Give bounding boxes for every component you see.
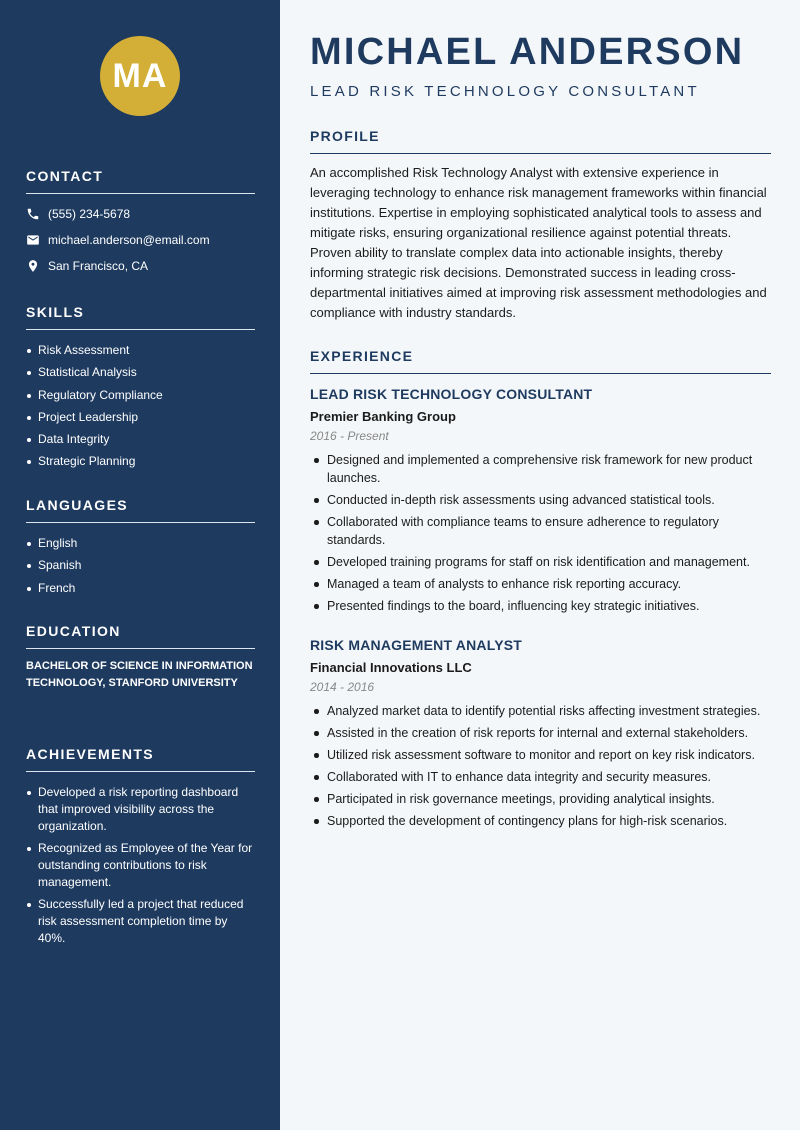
job-bullet: Collaborated with IT to enhance data integrity and security measures. bbox=[310, 768, 771, 786]
experience-heading: EXPERIENCE bbox=[310, 348, 771, 374]
achievements-list bbox=[26, 784, 255, 947]
profile-text: An accomplished Risk Technology Analyst with extensive experience in leveraging technology to enhance risk management frameworks within financial institutions. Expertise in employing sophisticated analytical tools to assess and mitigate risks, ensuring organizational resilience against potential threats. Proven ability to translate complex data into actionable insights, thereby informing strategic risk decisions. Demonstrated success in leading cross-departmental initiatives aimed at improving risk assessment methodologies and compliance with industry standards. bbox=[310, 165, 767, 320]
job-bullet: Supported the development of contingency plans for high-risk scenarios. bbox=[310, 812, 771, 830]
job-title: LEAD RISK TECHNOLOGY CONSULTANT bbox=[310, 386, 593, 402]
achievement-item: Recognized as Employee of the Year for outstanding contributions to risk management. bbox=[26, 840, 255, 891]
job-bullet: Developed training programs for staff on risk identification and management. bbox=[310, 553, 771, 571]
education-heading: EDUCATION bbox=[26, 623, 255, 649]
job-bullet: Collaborated with compliance teams to ensure adherence to regulatory standards. bbox=[310, 513, 771, 549]
job-bullets bbox=[310, 702, 771, 830]
job-bullet: Presented findings to the board, influencing key strategic initiatives. bbox=[310, 597, 771, 615]
languages-list bbox=[26, 535, 255, 597]
achievement-item: Successfully led a project that reduced risk assessment completion time by 40%. bbox=[26, 896, 255, 947]
contact-location-text: San Francisco, CA bbox=[48, 259, 149, 273]
job-bullet: Utilized risk assessment software to monitor and report on key risk indicators. bbox=[310, 746, 771, 764]
languages-heading: LANGUAGES bbox=[26, 497, 255, 523]
job-bullet: Participated in risk governance meetings, providing analytical insights. bbox=[310, 790, 771, 808]
job-bullet: Assisted in the creation of risk reports for internal and external stakeholders. bbox=[310, 724, 771, 742]
contact-list bbox=[26, 206, 255, 274]
education-degree: BACHELOR OF SCIENCE IN INFORMATION TECHNOLOGY, STANFORD UNIVERSITY bbox=[26, 660, 253, 689]
skills-list bbox=[26, 342, 255, 470]
skills-section bbox=[26, 304, 255, 476]
job-bullet: Analyzed market data to identify potential risks affecting investment strategies. bbox=[310, 702, 771, 720]
job-entry bbox=[310, 386, 771, 619]
job-dates: 2014 - 2016 bbox=[310, 680, 375, 694]
contact-email-text: michael.anderson@email.com bbox=[48, 233, 210, 247]
languages-section bbox=[26, 497, 255, 602]
contact-phone bbox=[26, 206, 255, 222]
job-bullet: Managed a team of analysts to enhance risk reporting accuracy. bbox=[310, 575, 771, 593]
skill-item: Statistical Analysis bbox=[26, 364, 255, 381]
language-item: French bbox=[26, 580, 255, 597]
job-dates: 2016 - Present bbox=[310, 429, 389, 443]
language-item: English bbox=[26, 535, 255, 552]
candidate-name: MICHAEL ANDERSON bbox=[310, 31, 745, 73]
job-company: Premier Banking Group bbox=[310, 409, 456, 424]
candidate-title: LEAD RISK TECHNOLOGY CONSULTANT bbox=[310, 83, 700, 100]
job-entry bbox=[310, 637, 771, 834]
job-company: Financial Innovations LLC bbox=[310, 660, 472, 675]
skill-item: Strategic Planning bbox=[26, 453, 255, 470]
contact-location bbox=[26, 258, 255, 274]
job-bullet: Designed and implemented a comprehensive risk framework for new product launches. bbox=[310, 451, 771, 487]
education-section bbox=[26, 623, 255, 692]
contact-heading: CONTACT bbox=[26, 168, 255, 194]
phone-icon bbox=[26, 207, 40, 221]
location-icon bbox=[26, 259, 40, 273]
skill-item: Regulatory Compliance bbox=[26, 387, 255, 404]
contact-email bbox=[26, 232, 255, 248]
email-icon bbox=[26, 233, 40, 247]
job-bullet: Conducted in-depth risk assessments using advanced statistical tools. bbox=[310, 491, 771, 509]
contact-phone-text: (555) 234-5678 bbox=[48, 207, 131, 221]
job-bullets bbox=[310, 451, 771, 615]
language-item: Spanish bbox=[26, 557, 255, 574]
job-title: RISK MANAGEMENT ANALYST bbox=[310, 637, 523, 653]
avatar-initials: MA bbox=[100, 36, 180, 116]
skills-heading: SKILLS bbox=[26, 304, 255, 330]
achievements-heading: ACHIEVEMENTS bbox=[26, 746, 255, 772]
skill-item: Risk Assessment bbox=[26, 342, 255, 359]
contact-section bbox=[26, 168, 255, 274]
sidebar bbox=[0, 0, 280, 1130]
skill-item: Data Integrity bbox=[26, 431, 255, 448]
skill-item: Project Leadership bbox=[26, 409, 255, 426]
achievement-item: Developed a risk reporting dashboard that improved visibility across the organization. bbox=[26, 784, 255, 835]
achievements-section bbox=[26, 746, 255, 952]
profile-heading: PROFILE bbox=[310, 128, 771, 154]
